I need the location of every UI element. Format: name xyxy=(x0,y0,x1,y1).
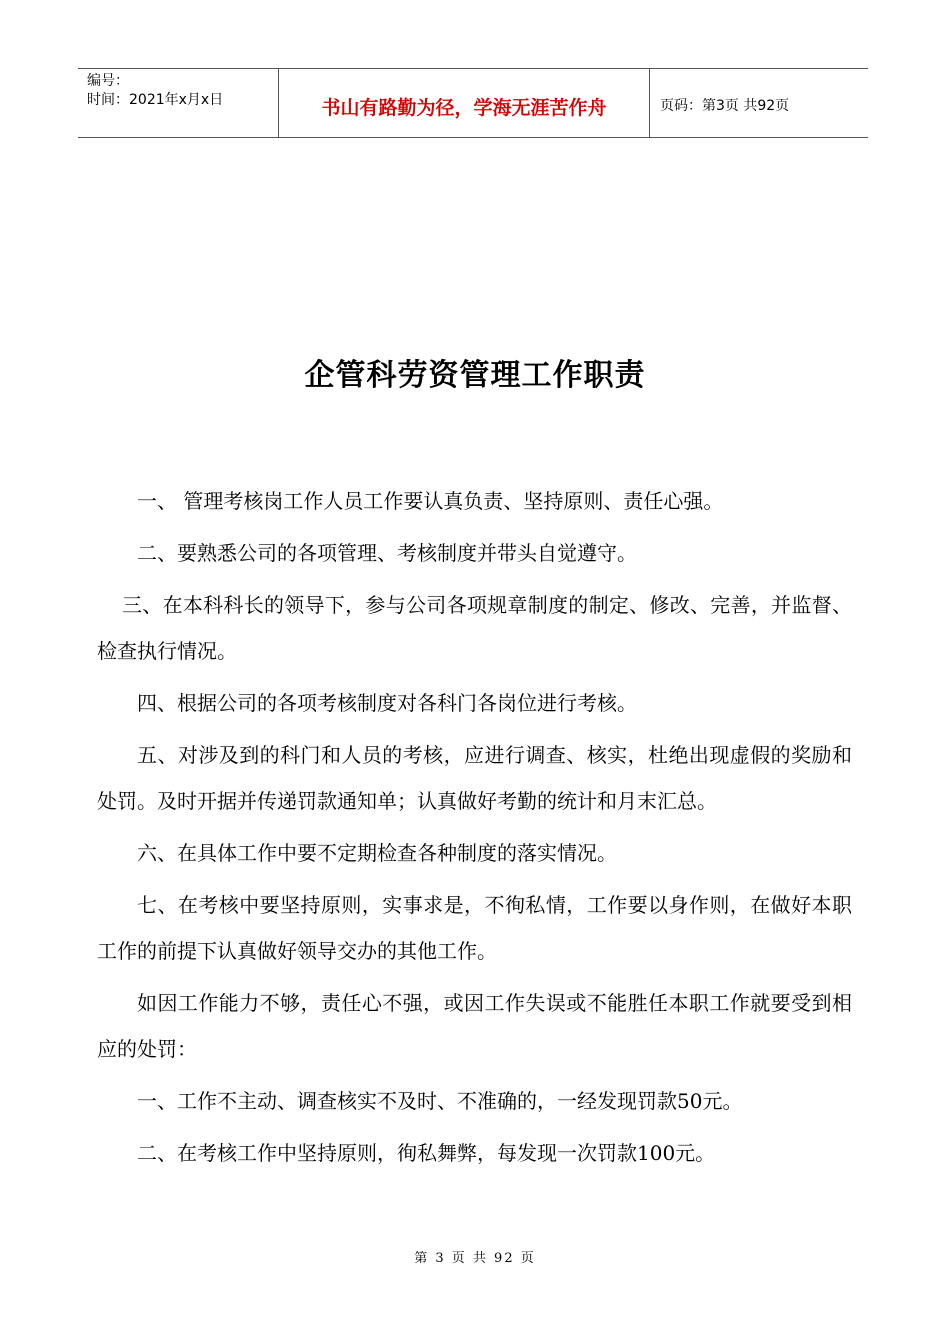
document-body xyxy=(97,478,852,1182)
paragraph: 五、对涉及到的科门和人员的考核，应进行调查、核实，杜绝出现虚假的奖励和处罚。及时开据并传递罚款通知单；认真做好考勤的统计和月末汇总。 xyxy=(97,743,852,813)
paragraph: 七、在考核中要坚持原则，实事求是，不徇私情，工作要以身作则，在做好本职工作的前提下认真做好领导交办的其他工作。 xyxy=(97,893,852,963)
header-motto-cell xyxy=(279,69,650,137)
header-motto: 书山有路勤为径，学海无涯苦作舟 xyxy=(321,97,607,119)
page-footer: 第 3 页 共 92 页 xyxy=(414,1251,536,1266)
document-title: 企管科劳资管理工作职责 xyxy=(304,358,646,393)
paragraph: 二、要熟悉公司的各项管理、考核制度并带头自觉遵守。 xyxy=(137,541,637,565)
paragraph: 一、 管理考核岗工作人员工作要认真负责、坚持原则、责任心强。 xyxy=(137,489,724,513)
header-info-cell xyxy=(78,69,279,137)
paragraph: 如因工作能力不够，责任心不强，或因工作失误或不能胜任本职工作就要受到相应的处罚： xyxy=(97,991,852,1061)
paragraph: 二、在考核工作中坚持原则，徇私舞弊，每发现一次罚款100元。 xyxy=(137,1141,716,1165)
document-number-label: 编号： xyxy=(87,73,129,89)
document-time-label: 时间：2021年x月x日 xyxy=(87,92,224,108)
header-page-cell xyxy=(650,69,868,137)
paragraph: 三、在本科科长的领导下，参与公司各项规章制度的制定、修改、完善，并监督、检查执行情况。 xyxy=(97,593,852,663)
page-header xyxy=(78,68,868,138)
paragraph: 一、工作不主动、调查核实不及时、不准确的，一经发现罚款50元。 xyxy=(137,1089,743,1113)
paragraph: 六、在具体工作中要不定期检查各种制度的落实情况。 xyxy=(137,841,617,865)
header-page-info: 页码：第3页 共92页 xyxy=(660,98,790,114)
paragraph: 四、根据公司的各项考核制度对各科门各岗位进行考核。 xyxy=(137,691,637,715)
